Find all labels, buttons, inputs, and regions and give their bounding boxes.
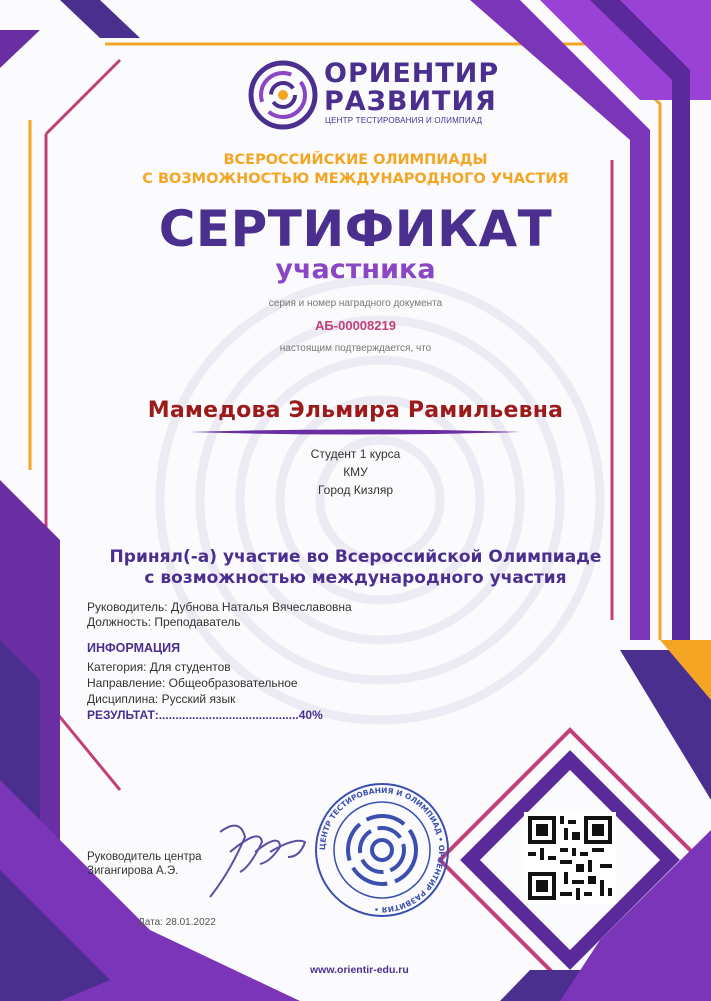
stamp-text: ЦЕНТР ТЕСТИРОВАНИЯ И ОЛИМПИАД • ОРИЕНТИР РАЗВИТИЯ • [317, 785, 447, 915]
participant-status: Студент 1 курса [310, 447, 401, 461]
supervisor-position: Должность: Преподаватель [87, 615, 241, 629]
result-line: РЕЗУЛЬТАТ:..........................................40% [87, 708, 323, 722]
certificate-title: СЕРТИФИКАТ [158, 200, 553, 258]
logo-title-line2: РАЗВИТИЯ [324, 86, 497, 117]
qr-code[interactable] [524, 812, 616, 904]
series-label: серия и номер наградного документа [268, 298, 443, 309]
info-discipline: Дисциплина: Русский язык [87, 692, 236, 706]
info-heading: ИНФОРМАЦИЯ [87, 641, 181, 655]
name-underline [190, 427, 520, 437]
svg-text:ЦЕНТР ТЕСТИРОВАНИЯ И ОЛИМПИАД [318, 786, 446, 914]
participant-name: Мамедова Эльмира Рамильевна [147, 398, 564, 423]
info-direction: Направление: Общеобразовательное [87, 676, 298, 690]
signature-label-line2: Зигангирова А.Э. [87, 865, 179, 877]
logo-subtitle: ЦЕНТР ТЕСТИРОВАНИЯ И ОЛИМПИАД [325, 116, 483, 125]
olympiad-heading-line1: ВСЕРОССИЙСКИЕ ОЛИМПИАДЫ [223, 152, 488, 168]
issue-date: Дата: 28.01.2022 [138, 917, 216, 928]
accept-line1: Принял(-а) участие во Всероссийской Олимпиаде [109, 547, 602, 567]
logo-title-line1: ОРИЕНТИР [324, 58, 500, 89]
participant-city: Город Кизляр [317, 483, 394, 497]
signature-image [200, 812, 320, 902]
signature-label-line1: Руководитель центра [87, 851, 202, 863]
document-number: АБ-00008219 [315, 318, 396, 333]
olympiad-heading-line2: С ВОЗМОЖНОСТЬЮ МЕЖДУНАРОДНОГО УЧАСТИЯ [142, 171, 569, 187]
logo-maze-icon [248, 60, 318, 130]
info-category: Категория: Для студентов [87, 660, 231, 674]
website-link[interactable]: www.orientir-edu.ru [310, 964, 409, 976]
supervisor-name: Руководитель: Дубнова Наталья Вячеславовна [87, 600, 352, 614]
certificate-subtitle: участника [275, 254, 436, 285]
stamp-image [312, 780, 452, 920]
accept-line2: с возможностью международного участия [144, 568, 567, 588]
participant-institution: КМУ [343, 465, 368, 479]
confirm-label: настоящим подтверждается, что [279, 343, 432, 354]
